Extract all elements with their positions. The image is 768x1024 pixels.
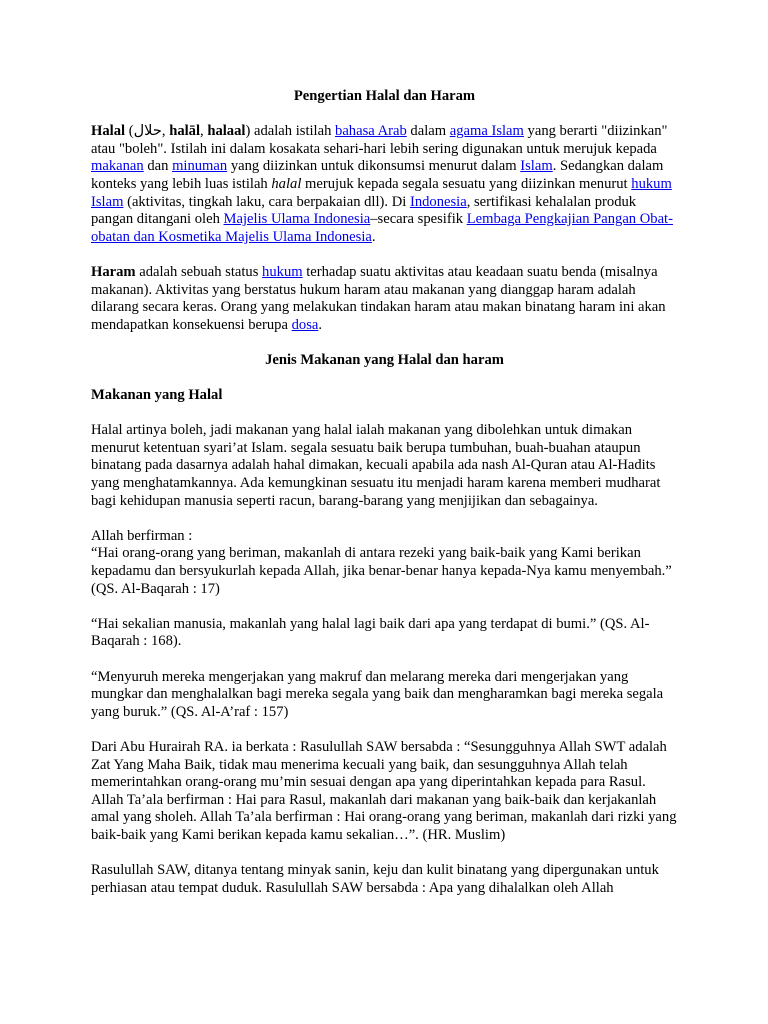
link-hukum-islam[interactable]: hukum Islam: [91, 175, 672, 210]
link-bahasa-arab[interactable]: bahasa Arab: [335, 123, 407, 140]
quote-intro: Allah berfirman :: [91, 527, 193, 544]
term-halal: Halal: [91, 123, 126, 140]
arabic-term: حلال: [133, 123, 162, 140]
link-minuman[interactable]: minuman: [172, 158, 228, 175]
quote-al-baqarah-168: “Hai sekalian manusia, makanlah yang halal lagi baik dari apa yang terdapat di bumi.” (QS. Al-Baqarah : 168).: [91, 615, 650, 650]
text: terhadap suatu aktivitas atau keadaan suatu benda (misalnya makanan). Aktivitas yang berstatus hukum haram atau makanan yang dianggap haram adalah dilarang secara keras. Orang yang melakukan tindakan haram atau makan binatang haram ini akan mendapatkan konsekuensi berupa: [91, 263, 666, 333]
text: ,: [200, 123, 208, 140]
text: . Sedangkan dalam konteks yang lebih luas istilah: [91, 158, 664, 192]
paragraph-haram-definition: [91, 264, 678, 334]
text: .: [371, 228, 376, 245]
paragraph-allah-berfirman: [91, 528, 678, 598]
paragraph-rasulullah: Rasulullah SAW, ditanya tentang minyak sanin, keju dan kulit binatang yang dipergunakan untuk perhiasan atau tempat duduk. Rasulullah SAW bersabda : Apa yang dihalalkan oleh Allah: [91, 862, 659, 896]
text: (aktivitas, tingkah laku, cara berpakaian dll). Di: [123, 193, 410, 210]
text: yang berarti "diizinkan" atau "boleh". Istilah ini dalam kosakata sehari-hari lebih sering digunakan untuk merujuk kepada: [91, 123, 668, 157]
text: dan: [143, 158, 173, 175]
text: merujuk kepada segala sesuatu yang diizinkan menurut: [301, 175, 632, 192]
text: –secara spesifik: [370, 211, 467, 228]
page-title: Pengertian Halal dan Haram: [293, 88, 476, 104]
quote-al-araf-157: “Menyuruh mereka mengerjakan yang makruf dan melarang mereka dari mengerjakan yang mungkar dan menghalalkan bagi mereka segala yang baik dan mengharamkan bagi mereka segala yang buruk.” (QS. Al-A’raf : 157): [91, 668, 664, 720]
text: .: [318, 316, 323, 333]
text: dalam: [406, 123, 450, 140]
link-agama-islam[interactable]: agama Islam: [449, 123, 524, 140]
term-halal-latin: halāl: [169, 123, 201, 140]
link-hukum[interactable]: hukum: [262, 263, 303, 280]
hadith-abu-hurairah: Dari Abu Hurairah RA. ia berkata : Rasulullah SAW bersabda : “Sesungguhnya Allah SWT adalah Zat Yang Maha Baik, tidak mau menerima kecuali yang baik, dan sesungguhnya Allah telah memerintahkan orang-orang mu’min sesuai dengan apa yang diperintahkan kepada para Rasul. Allah Ta’ala berfirman : Hai para Rasul, makanlah dari makanan yang baik-baik dan kerjakanlah amal yang sholeh. Allah Ta’ala berfirman : Hai orang-orang yang beriman, makanlah dari rizki yang baik-baik yang Kami berikan kepada kamu sekalian…”. (HR. Muslim): [91, 738, 677, 843]
text: adalah sebuah status: [135, 263, 263, 280]
text: , sertifikasi kehalalan produk pangan ditangani oleh: [91, 193, 637, 228]
text: ,: [161, 123, 170, 140]
text: ) adalah istilah: [245, 123, 336, 140]
quote-al-baqarah-17: “Hai orang-orang yang beriman, makanlah di antara rezeki yang baik-baik yang Kami berikan kepadamu dan bersyukurlah kepada Allah, jika benar-benar hanya kepada-Nya kamu menyembah.” (QS. Al-Baqarah : 17): [91, 545, 672, 597]
link-majelis-ulama-indonesia[interactable]: Majelis Ulama Indonesia: [223, 211, 371, 228]
link-indonesia[interactable]: Indonesia: [409, 193, 467, 210]
subheading-makanan-halal: Makanan yang Halal: [91, 387, 223, 404]
text: yang diizinkan untuk dikonsumsi menurut dalam: [227, 158, 521, 175]
term-halaal: halaal: [207, 123, 246, 140]
term-haram: Haram: [91, 263, 136, 280]
link-lppom-mui[interactable]: Lembaga Pengkajian Pangan Obat-obatan dan Kosmetika Majelis Ulama Indonesia: [91, 211, 673, 245]
section-heading-jenis-makanan: Jenis Makanan yang Halal dan haram: [265, 351, 504, 368]
text: (: [125, 123, 134, 140]
link-dosa[interactable]: dosa: [291, 316, 319, 333]
link-makanan[interactable]: makanan: [91, 158, 144, 175]
link-islam[interactable]: Islam: [520, 158, 553, 175]
term-halal-italic: halal: [271, 175, 302, 192]
paragraph-halal-definition: [91, 123, 678, 246]
paragraph-halal-meaning: Halal artinya boleh, jadi makanan yang halal ialah makanan yang dibolehkan untuk dimakan menurut ketentuan syari’at Islam. segala sesuatu baik berupa tumbuhan, buah-buahan ataupun binatang pada dasarnya adalah hahal dimakan, kecuali apabila ada nash Al-Quran atau Al-Hadits yang menghatamkannya. Ada kemungkinan sesuatu itu menjadi haram karena memberi mudharat bagi kehidupan manusia seperti racun, barang-barang yang menjijikan dan sebagainya.: [91, 422, 661, 509]
